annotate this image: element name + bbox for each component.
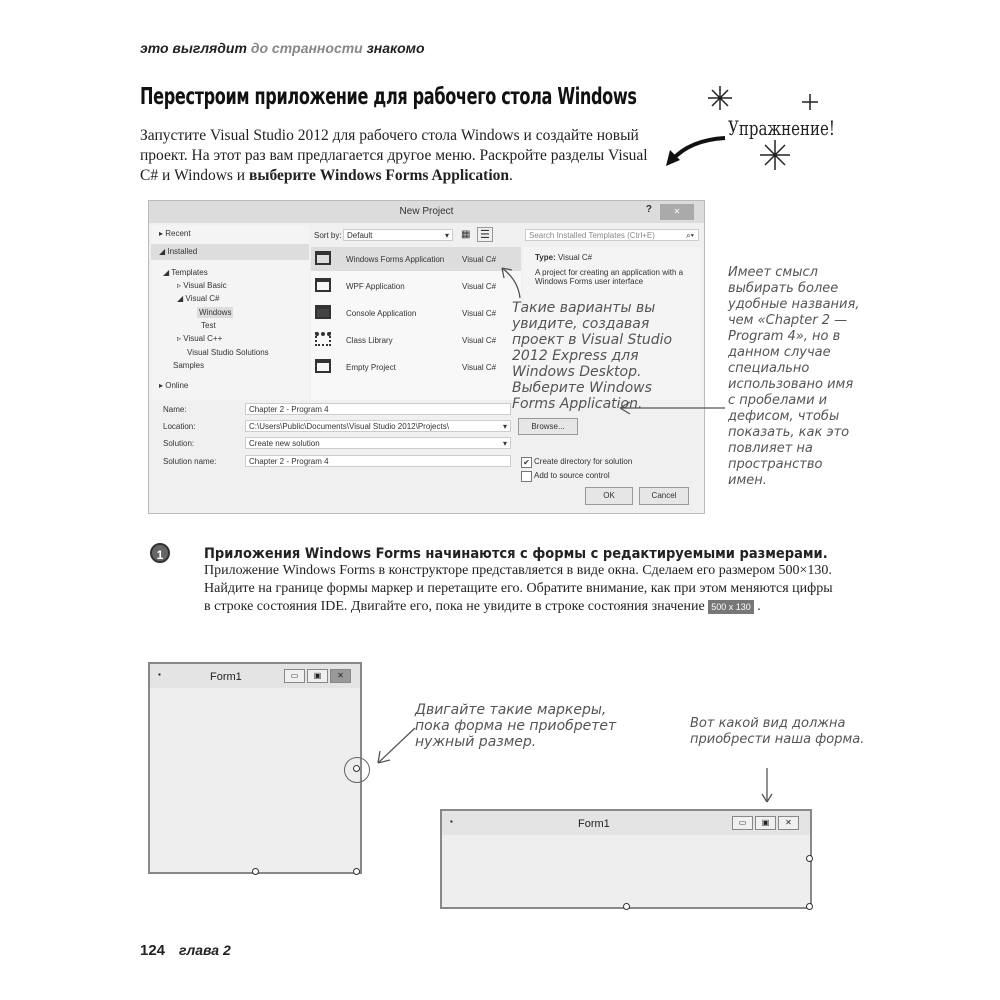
page-footer	[140, 942, 231, 959]
list-view-icon[interactable]: ☰	[477, 227, 493, 242]
minimize-icon[interactable]: ▭	[732, 816, 753, 830]
template-item[interactable]: Windows Forms Application Visual C#	[311, 247, 521, 271]
form-title: Form1	[578, 818, 610, 830]
tree-item-installed[interactable]: ◢ Installed	[151, 244, 309, 260]
intro-text: Запустите Visual Studio 2012 для рабочего стола Windows и создайте новый проект. На этот раз вам предлагается другое меню. Раскройте разделы Visual C# и Windows и	[140, 127, 648, 184]
step-number-badge: 1	[150, 543, 170, 563]
tree-item-test[interactable]: Test	[201, 321, 216, 330]
template-item[interactable]: Empty Project Visual C#	[311, 355, 521, 379]
maximize-icon[interactable]: ▣	[755, 816, 776, 830]
step-heading: Приложения Windows Forms начинаются с формы с редактируемыми размерами.	[204, 546, 828, 562]
source-control-label: Add to source control	[534, 471, 610, 480]
note-markers: Двигайте такие маркеры, пока форма не приобретет нужный размер.	[415, 702, 617, 750]
form-title: Form1	[210, 671, 242, 683]
sort-select[interactable]: Default ▾	[343, 229, 453, 241]
exercise-stars-icon	[700, 80, 840, 190]
close-button[interactable]: ✕	[660, 204, 694, 220]
create-directory-checkbox[interactable]: ✔	[521, 457, 532, 468]
solution-name-input[interactable]: Chapter 2 - Program 4	[245, 455, 511, 467]
template-description: Type: Visual C# A project for creating an application with a Windows Forms user interface	[523, 247, 702, 400]
resize-handle[interactable]	[806, 903, 813, 910]
cancel-button[interactable]: Cancel	[639, 487, 689, 505]
source-control-checkbox[interactable]	[521, 471, 532, 482]
minimize-icon[interactable]: ▭	[284, 669, 305, 683]
resize-handle[interactable]	[353, 868, 360, 875]
exercise-label: Упражнение!	[728, 116, 835, 140]
step-text: Приложение Windows Forms в конструкторе представляется в виде окна. Сделаем его размером 500×130. Найдите на границе формы маркер и перетащите его. Обратите внимание, как при этом меняются цифры в строке состояния IDE. Двигайте его, пока не увидите в строке состояния значение	[204, 563, 833, 614]
tree-item-samples[interactable]: Samples	[173, 361, 205, 370]
running-header	[140, 40, 425, 56]
resize-handle[interactable]	[806, 855, 813, 862]
handle-highlight-circle	[344, 757, 370, 783]
header-part: это выглядит	[140, 40, 247, 56]
template-item[interactable]: Console Application Visual C#	[311, 301, 521, 325]
note-result: Вот какой вид должна приобрести наша форма.	[690, 716, 865, 747]
class-library-icon	[315, 332, 331, 346]
tree-item-visual-cpp[interactable]: ▹ Visual C++	[177, 334, 223, 343]
form-icon: ▪	[158, 670, 161, 679]
template-icon	[315, 251, 331, 265]
arrow-down-icon	[760, 768, 774, 806]
annotation-arrows-icon	[490, 250, 750, 420]
maximize-icon[interactable]: ▣	[307, 669, 328, 683]
close-icon[interactable]: ✕	[330, 669, 351, 683]
intro-end: .	[509, 167, 513, 184]
form1-tall	[148, 662, 362, 874]
note-names: Имеет смысл выбирать более удобные названия, чем «Chapter 2 — Program 4», но в данном случае специально использовано имя с пробелами и дефисом, чтобы показать, как это повлияет на пространство имен.	[728, 265, 860, 488]
note-variants: Такие варианты вы увидите, создавая проект в Visual Studio 2012 Express для Windows Desktop. Выберите Windows Forms Application.	[512, 300, 673, 412]
solution-select[interactable]: Create new solution ▾	[245, 437, 511, 449]
tree-item-templates[interactable]: ◢ Templates	[163, 268, 208, 277]
create-directory-label: Create directory for solution	[534, 457, 633, 466]
intro-bold: выберите Windows Forms Application	[248, 167, 509, 184]
header-part: до странности	[250, 40, 363, 56]
help-button[interactable]: ?	[645, 204, 652, 215]
tree-item-vs-solutions[interactable]: Visual Studio Solutions	[187, 348, 269, 357]
resize-handle[interactable]	[252, 868, 259, 875]
resize-handle[interactable]	[623, 903, 630, 910]
solution-label: Solution:	[163, 439, 195, 448]
tree-item-visual-csharp[interactable]: ◢ Visual C#	[177, 294, 220, 303]
name-label: Name:	[163, 405, 187, 414]
step-1: Приложения Windows Forms начинаются с формы с редактируемыми размерами. Приложение Windows Forms в конструкторе представляется в виде окна. Сделаем его размером 500×130. Найдите на границе формы маркер и перетащите его. Обратите внимание, как при этом меняются цифры в строке состояния IDE. Двигайте его, пока не увидите в строке состояния значение 500 x 130 .	[204, 546, 833, 614]
location-select[interactable]: C:\Users\Public\Documents\Visual Studio 2012\Projects\ ▾	[245, 420, 511, 432]
template-icon	[315, 278, 331, 292]
grid-view-icon[interactable]: ▦	[461, 229, 471, 240]
console-icon	[315, 305, 331, 319]
close-icon[interactable]: ✕	[778, 816, 799, 830]
name-input[interactable]: Chapter 2 - Program 4	[245, 403, 511, 415]
header-part: знакомо	[366, 40, 425, 56]
chapter-label: глава 2	[179, 942, 231, 958]
solution-name-label: Solution name:	[163, 457, 217, 466]
form-icon: ▪	[450, 817, 453, 826]
search-input[interactable]: Search Installed Templates (Ctrl+E) ⌕▾	[525, 229, 699, 241]
ok-button[interactable]: OK	[585, 487, 633, 505]
tree-item-recent[interactable]: ▸ Recent	[159, 229, 191, 238]
arrow-icon	[370, 725, 420, 770]
page-title: Перестроим приложение для рабочего стола Windows	[140, 84, 637, 110]
dialog-title: New Project	[149, 201, 704, 223]
template-item[interactable]: WPF Application Visual C#	[311, 274, 521, 298]
size-status-badge: 500 x 130	[708, 600, 754, 614]
tree-item-online[interactable]: ▸ Online	[159, 381, 189, 390]
template-item[interactable]: Class Library Visual C#	[311, 328, 521, 352]
browse-button[interactable]: Browse...	[518, 418, 578, 435]
intro-paragraph	[140, 126, 660, 186]
location-label: Location:	[163, 422, 196, 431]
empty-project-icon	[315, 359, 331, 373]
form1-resized	[440, 809, 812, 909]
tree-item-windows[interactable]: Windows	[199, 308, 232, 317]
tree-item-visual-basic[interactable]: ▹ Visual Basic	[177, 281, 227, 290]
sort-label: Sort by:	[314, 231, 342, 240]
template-tree	[151, 225, 309, 400]
page-number: 124	[140, 942, 166, 959]
exercise-arrow-icon	[660, 136, 728, 170]
